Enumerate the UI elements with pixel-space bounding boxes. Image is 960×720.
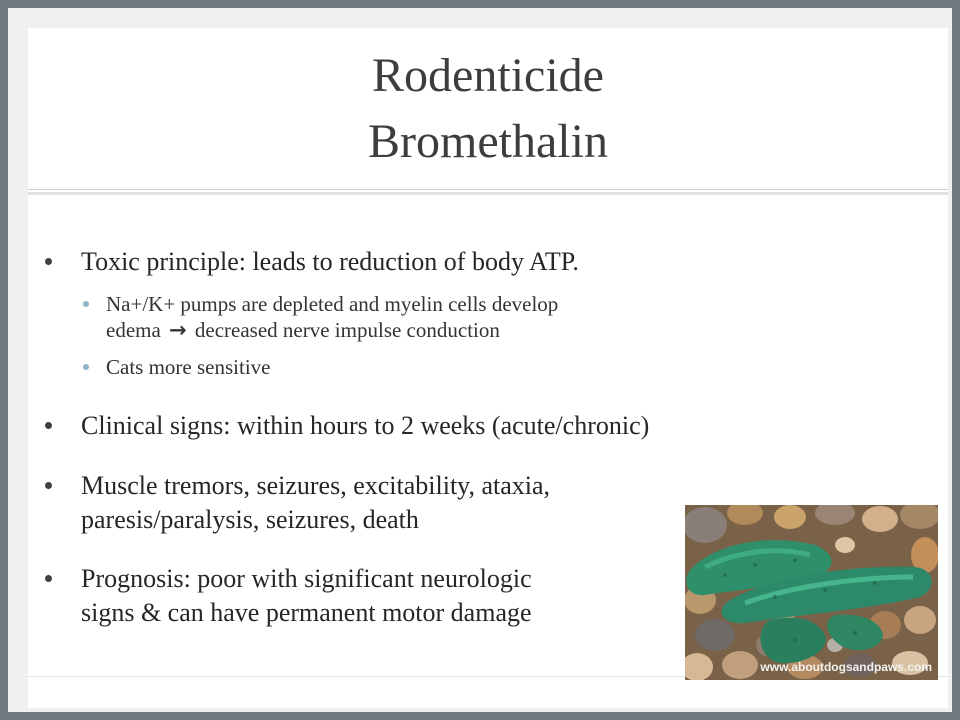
slide-frame (8, 8, 952, 712)
bullet-prognosis-line2: signs & can have permanent motor damage (81, 598, 532, 627)
bullet-toxic-principle: Toxic principle: leads to reduction of body ATP. (81, 247, 579, 276)
sub-bullet-pumps-line2 (106, 317, 500, 343)
bullet-clinical-signs: Clinical signs: within hours to 2 weeks (acute/chronic) (81, 411, 650, 440)
bullet-dot (45, 575, 52, 582)
title-area (28, 28, 948, 188)
bullet-muscle-line2: paresis/paralysis, seizures, death (81, 505, 419, 534)
sub-bullet-pumps-edema: edema (106, 318, 161, 342)
sub-bullet-cats: Cats more sensitive (106, 355, 271, 379)
arrow-icon: → (169, 318, 187, 342)
bullet-dot (45, 258, 52, 265)
sub-bullet-pumps-result: decreased nerve impulse conduction (194, 318, 500, 342)
bullet-prognosis-line1: Prognosis: poor with significant neurologic (81, 564, 532, 593)
bullet-muscle-line1: Muscle tremors, seizures, excitability, ataxia, (81, 471, 551, 500)
title-divider (28, 189, 948, 190)
title-line-2: Bromethalin (368, 115, 608, 168)
bullet-dot (45, 482, 52, 489)
bait-photo (685, 505, 938, 680)
title-divider-shadow (28, 192, 948, 195)
sub-bullet-dot (83, 364, 89, 370)
slide (28, 28, 948, 708)
sub-bullet-pumps-line1: Na+/K+ pumps are depleted and myelin cells develop (106, 292, 559, 316)
sub-bullet-dot (83, 301, 89, 307)
title-line-1: Rodenticide (372, 49, 604, 102)
bullet-dot (45, 422, 52, 429)
photo-watermark: www.aboutdogsandpaws.com (760, 660, 932, 674)
